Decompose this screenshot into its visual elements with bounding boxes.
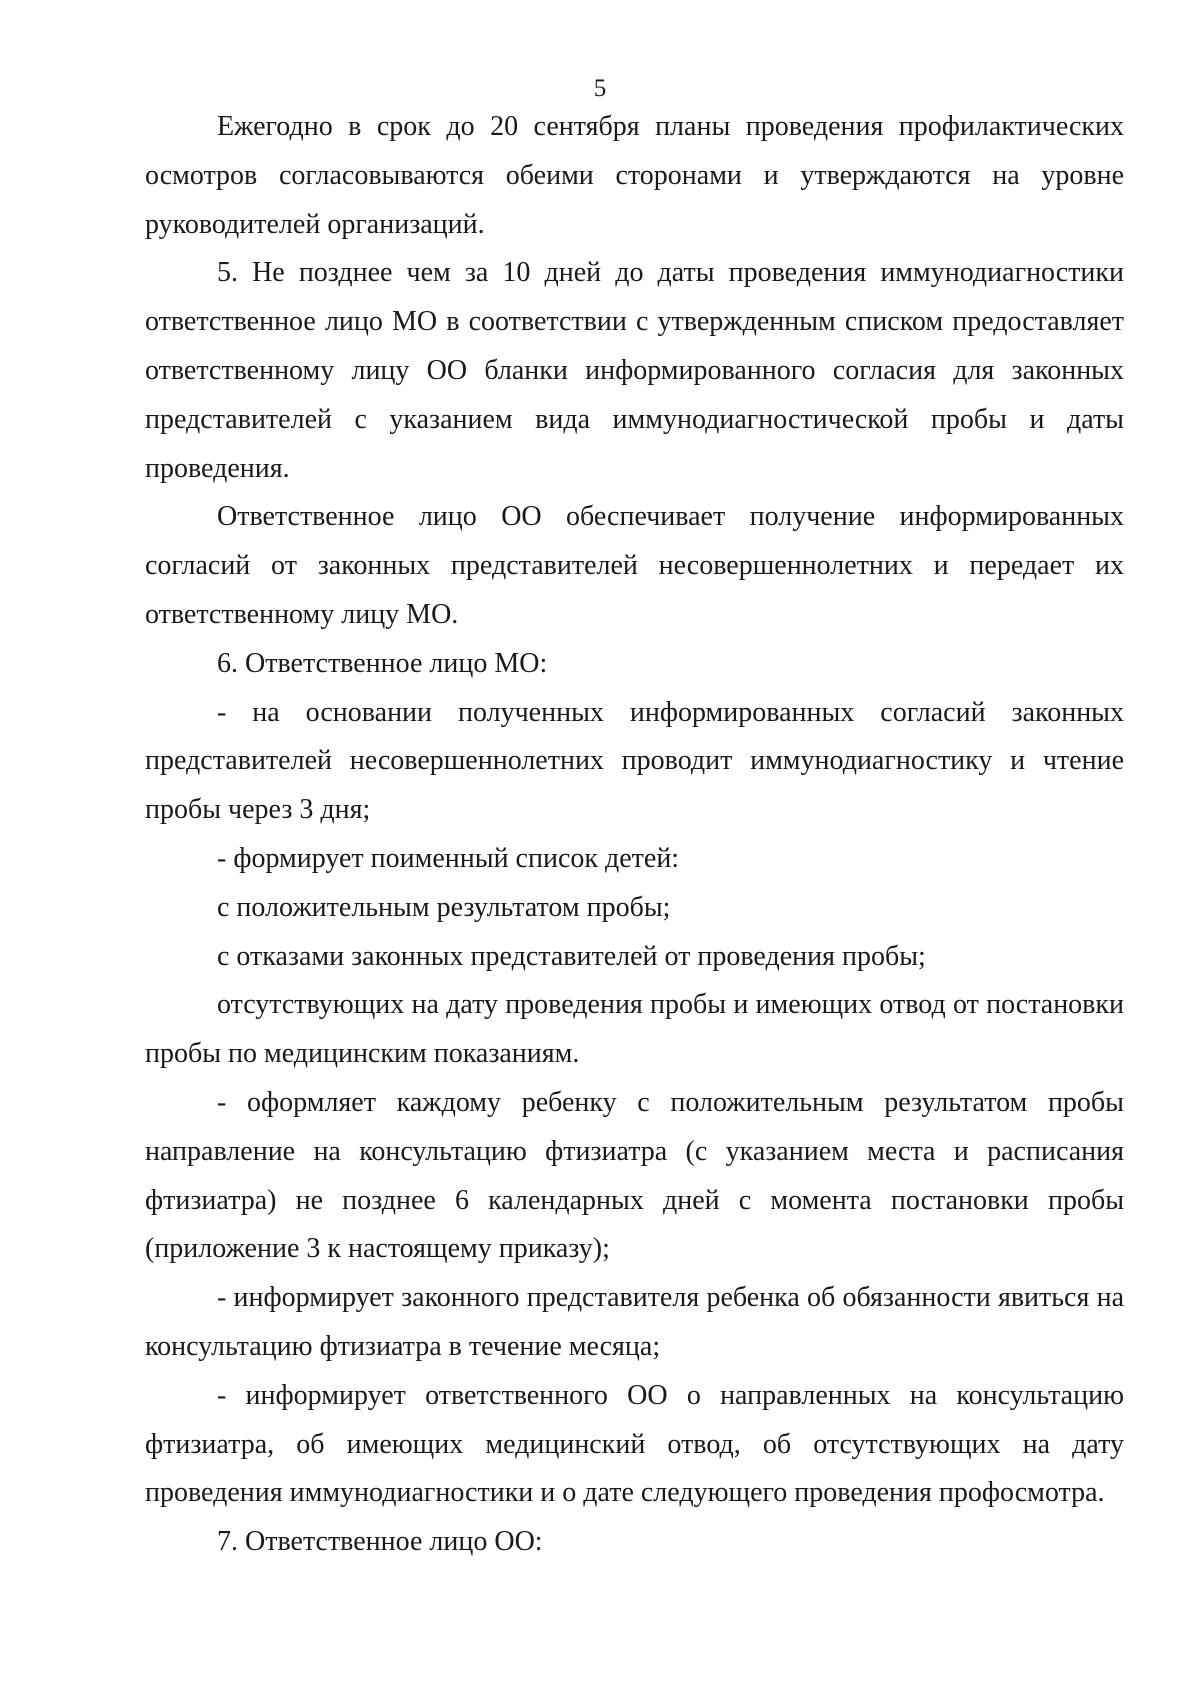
paragraph-inform-guardian: - информирует законного представителя ребенка об обязанности явиться на консультацию фтизиатра в течение месяца;: [145, 1282, 1124, 1362]
paragraph-list-heading: - формирует поименный список детей:: [217, 842, 680, 874]
paragraph-item-6-heading: 6. Ответственное лицо МО:: [217, 647, 548, 679]
paragraph-referral: - оформляет каждому ребенку с положительным результатом пробы направление на консультацию фтизиатра (с указанием места и расписания фтизиатра) не позднее 6 календарных дней с момента постановки пробы (приложение 3 к настоящему приказу);: [145, 1086, 1124, 1265]
paragraph-item-5: 5. Не позднее чем за 10 дней до даты проведения иммунодиагностики ответственное лицо МО в соответствии с утвержденным списком предоставляет ответственному лицу ОО бланки информированного согласия для законных представителей с указанием вида иммунодиагностической пробы и даты проведения.: [145, 257, 1124, 484]
paragraph-immunodiagnostics: - на основании полученных информированных согласий законных представителей несовершеннолетних проводит иммунодиагностику и чтение пробы через 3 дня;: [145, 696, 1124, 826]
page-number: 5: [593, 75, 607, 102]
paragraph-absent: отсутствующих на дату проведения пробы и имеющих отвод от постановки пробы по медицинским показаниям.: [145, 989, 1124, 1070]
paragraph-item-7-heading: 7. Ответственное лицо ОО:: [217, 1526, 543, 1558]
document-body: [145, 103, 1124, 1567]
paragraph-annual-plans: Ежегодно в срок до 20 сентября планы проведения профилактических осмотров согласовываются обеими сторонами и утверждаются на уровне руководителей организаций.: [145, 111, 1124, 240]
paragraph-consents: Ответственное лицо ОО обеспечивает получение информированных согласий от законных представителей несовершеннолетних и передает их ответственному лицу МО.: [145, 501, 1124, 630]
paragraph-inform-responsible: - информирует ответственного ОО о направленных на консультацию фтизиатра, об имеющих медицинский отвод, об отсутствующих на дату проведения иммунодиагностики и о дате следующего проведения профосмотра.: [145, 1379, 1124, 1509]
paragraph-positive-result: с положительным результатом пробы;: [217, 891, 671, 923]
paragraph-refusals: с отказами законных представителей от проведения пробы;: [217, 940, 926, 972]
